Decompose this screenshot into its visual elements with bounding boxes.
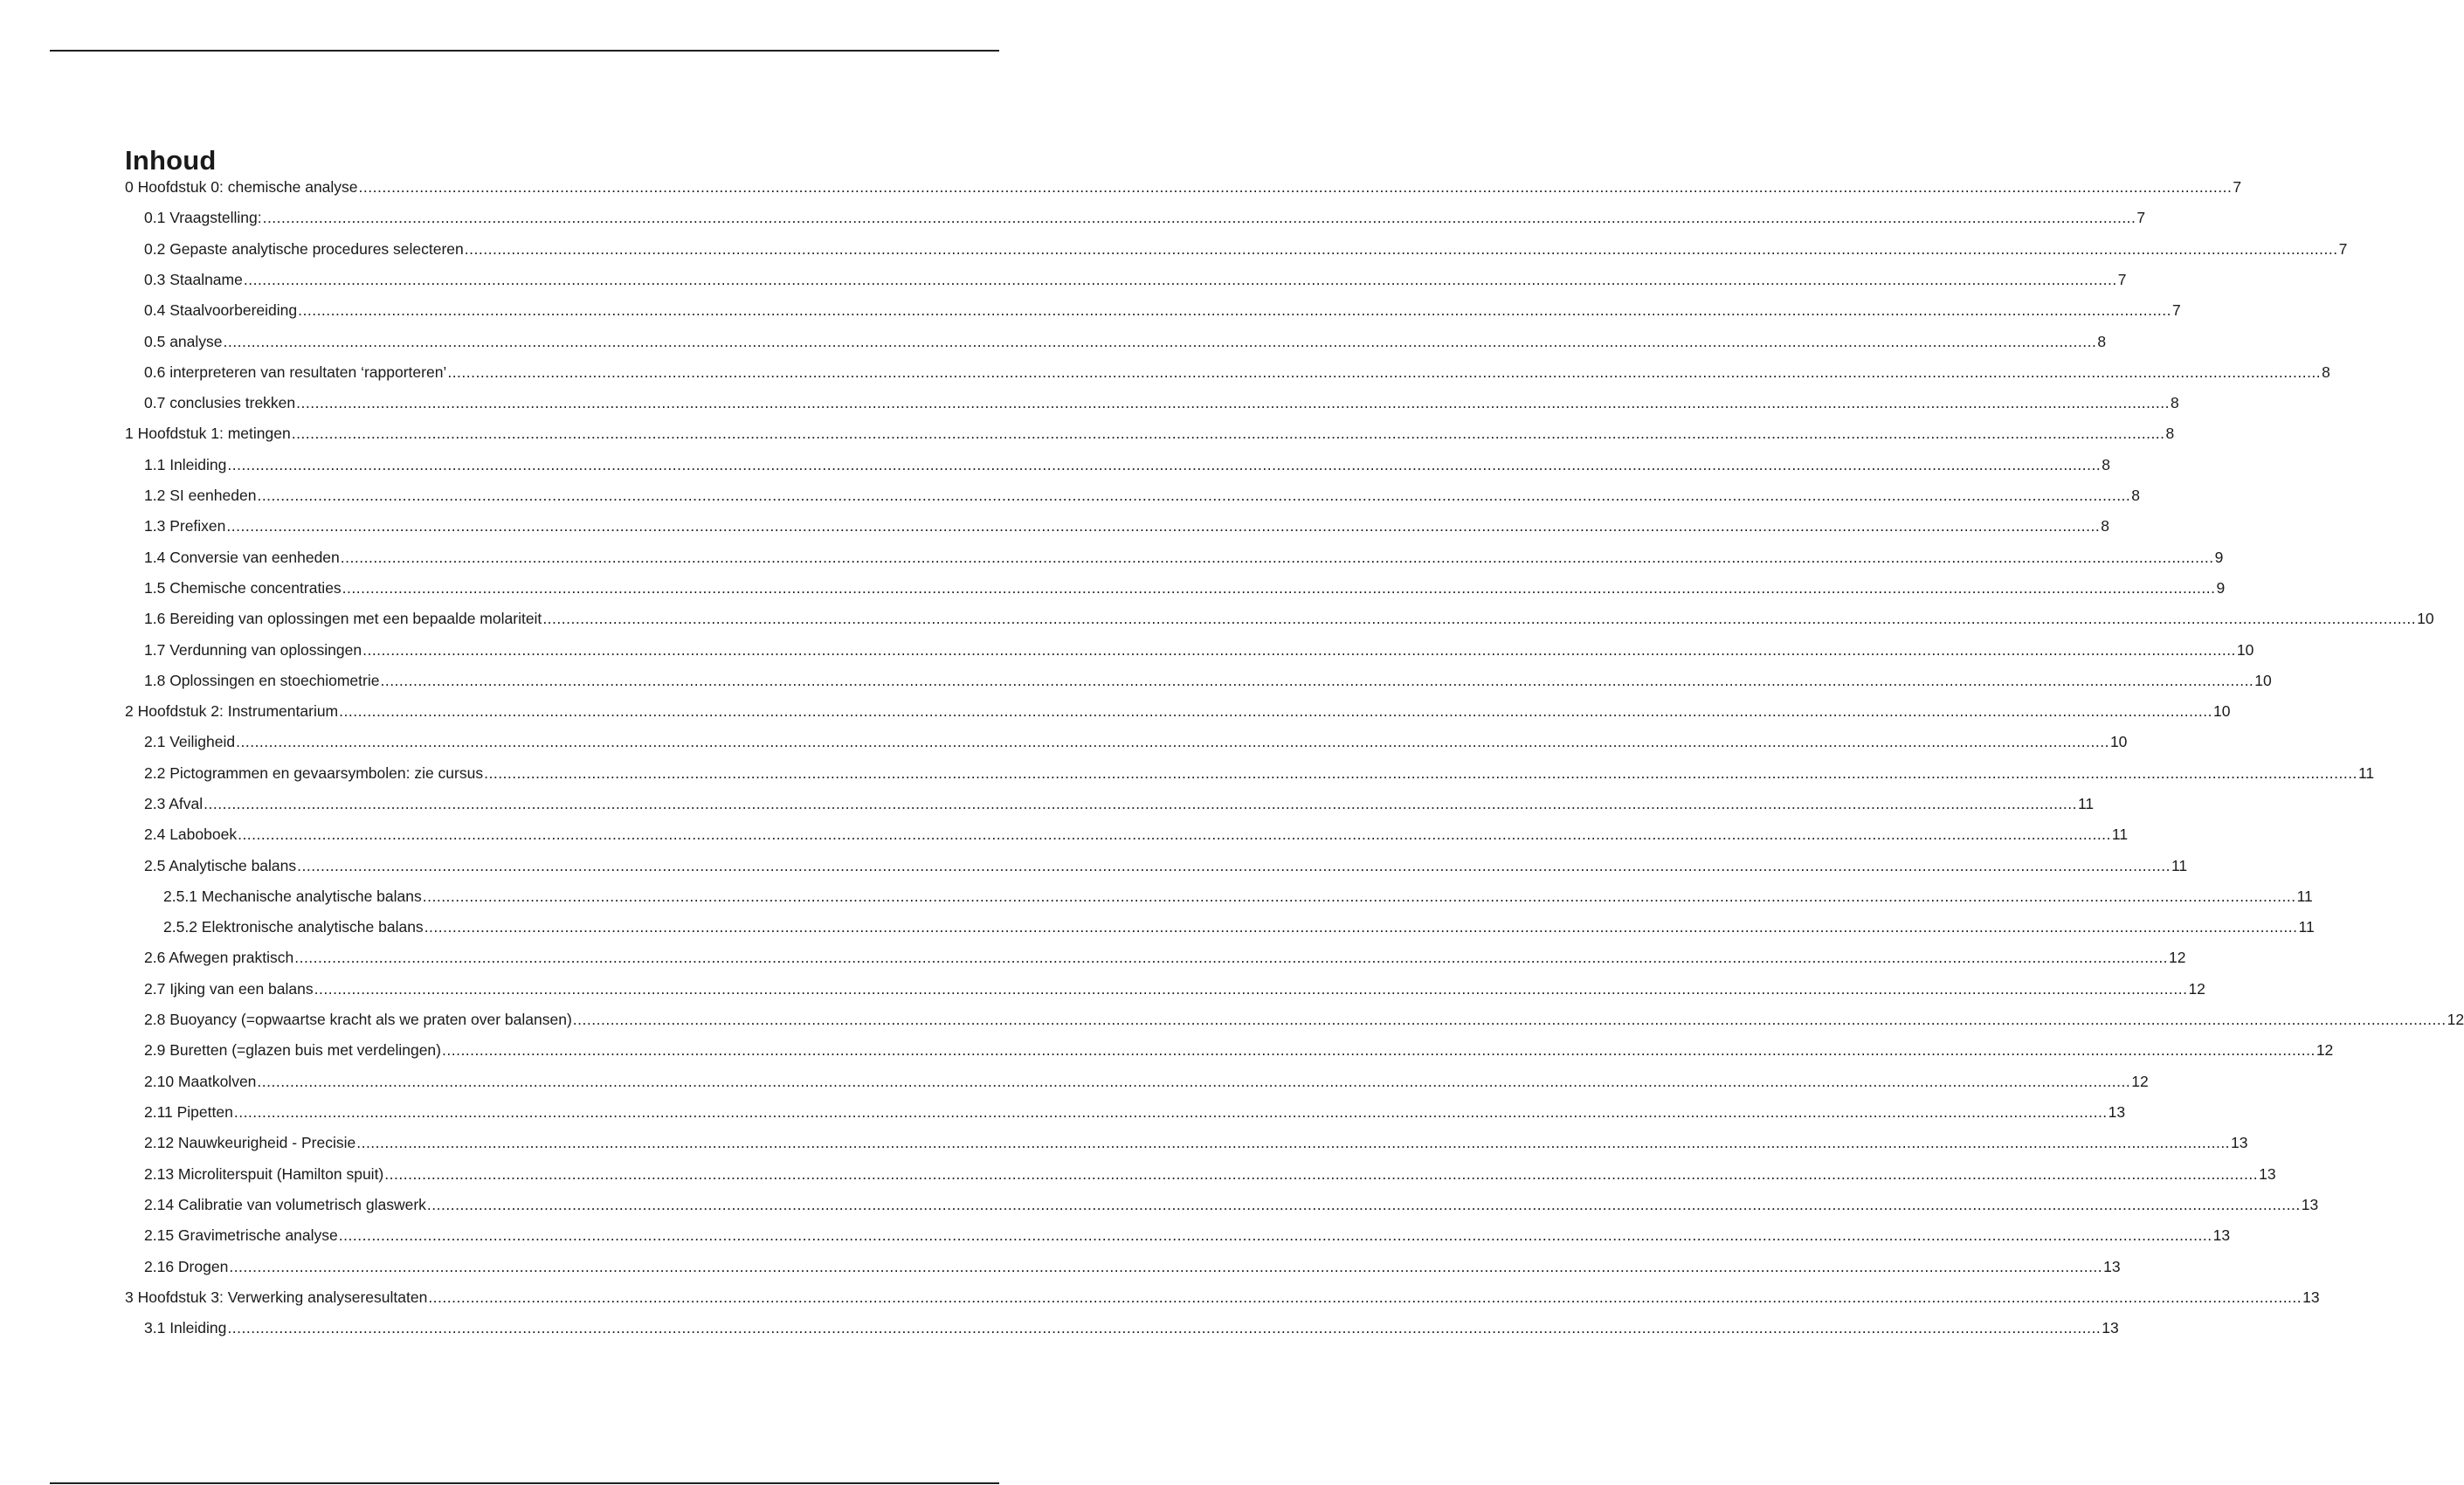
toc-entry[interactable] — [144, 1009, 2464, 1030]
toc-entry-label: 0.6 interpreteren van resultaten ‘rapporteren’ — [144, 363, 447, 381]
toc-entry-label: 1.5 Chemische concentraties — [144, 579, 342, 597]
toc-entry-label: 1.6 Bereiding van oplossingen met een bepaalde molariteit — [144, 610, 542, 627]
toc-entry-label: 2.7 Ijking van een balans — [144, 980, 314, 998]
toc-entry-label: 2.8 Buoyancy (=opwaartse kracht als we praten over balansen) — [144, 1011, 572, 1028]
toc-entry[interactable] — [144, 547, 2224, 568]
toc-entry[interactable] — [125, 423, 2175, 444]
toc-entry[interactable] — [144, 1164, 2276, 1185]
toc-dot-leader: ................................................................................................................................................................................................................................................................................................................................................................................................................ — [226, 517, 2101, 535]
toc-dot-leader: ................................................................................................................................................................................................................................................................................................................................................................................................................ — [296, 394, 2170, 411]
toc-entry-label: 2.10 Maatkolven — [144, 1073, 257, 1090]
toc-dot-leader: ................................................................................................................................................................................................................................................................................................................................................................................................................ — [339, 702, 2212, 720]
toc-entry-label: 2.14 Calibratie van volumetrisch glaswerk — [144, 1196, 426, 1213]
toc-entry-label: 2.16 Drogen — [144, 1258, 229, 1275]
toc-entry[interactable] — [144, 978, 2205, 999]
toc-dot-leader: ................................................................................................................................................................................................................................................................................................................................................................................................................ — [424, 918, 2298, 936]
toc-dot-leader: ................................................................................................................................................................................................................................................................................................................................................................................................................ — [294, 949, 2169, 966]
toc-entry-page: 11 — [2171, 857, 2188, 874]
toc-entry-page: 13 — [2103, 1258, 2121, 1275]
header-rule — [50, 50, 999, 52]
toc-entry-page: 7 — [2233, 178, 2242, 196]
toc-entry-label: 2.2 Pictogrammen en gevaarsymbolen: zie cursus — [144, 764, 484, 782]
toc-entry-page: 13 — [2108, 1103, 2126, 1121]
toc-entry-page: 8 — [2131, 487, 2141, 504]
toc-entry[interactable] — [144, 763, 2375, 784]
toc-dot-leader: ................................................................................................................................................................................................................................................................................................................................................................................................................ — [464, 240, 2338, 258]
toc-dot-leader: ................................................................................................................................................................................................................................................................................................................................................................................................................ — [442, 1041, 2316, 1059]
toc-dot-leader: ................................................................................................................................................................................................................................................................................................................................................................................................................ — [297, 857, 2171, 874]
toc-entry-page: 13 — [2259, 1165, 2276, 1183]
toc-entry[interactable] — [144, 855, 2188, 876]
toc-entry-label: 0.7 conclusies trekken — [144, 394, 296, 411]
toc-entry-label: 2.12 Nauwkeurigheid - Precisie — [144, 1134, 356, 1151]
toc-entry-label: 0.2 Gepaste analytische procedures selecteren — [144, 240, 464, 258]
toc-dot-leader: ................................................................................................................................................................................................................................................................................................................................................................................................................ — [223, 333, 2097, 350]
toc-dot-leader: ................................................................................................................................................................................................................................................................................................................................................................................................................ — [262, 209, 2136, 226]
toc-entry[interactable] — [125, 701, 2231, 722]
toc-entry-label: 0 Hoofdstuk 0: chemische analyse — [125, 178, 358, 196]
toc-entry-page: 10 — [2109, 733, 2128, 750]
toc-entry-page: 11 — [2296, 888, 2313, 905]
toc-dot-leader: ................................................................................................................................................................................................................................................................................................................................................................................................................ — [227, 1319, 2102, 1336]
toc-entry-page: 8 — [2101, 517, 2109, 535]
toc-entry-label: 2.1 Veiligheid — [144, 733, 236, 750]
toc-dot-leader: ................................................................................................................................................................................................................................................................................................................................................................................................................ — [236, 733, 2109, 750]
toc-entry[interactable] — [144, 670, 2272, 691]
toc-entry-page: 7 — [2136, 209, 2146, 226]
toc-entry-label: 1.4 Conversie van eenheden — [144, 549, 340, 566]
toc-entry[interactable] — [144, 392, 2179, 413]
toc-entry[interactable] — [144, 1194, 2319, 1215]
toc-dot-leader: ................................................................................................................................................................................................................................................................................................................................................................................................................ — [298, 301, 2171, 319]
toc-entry-page: 8 — [2102, 456, 2110, 473]
toc-entry-label: 2.9 Buretten (=glazen buis met verdelingen) — [144, 1041, 441, 1059]
toc-entry-label: 1.2 SI eenheden — [144, 487, 257, 504]
toc-entry-label: 1.1 Inleiding — [144, 456, 227, 473]
toc-entry-page: 13 — [2301, 1196, 2319, 1213]
toc-entry-page: 13 — [2102, 1319, 2119, 1336]
toc-entry[interactable] — [144, 269, 2127, 290]
toc-dot-leader: ................................................................................................................................................................................................................................................................................................................................................................................................................ — [238, 825, 2111, 843]
toc-entry-label: 2.13 Microliterspuit (Hamilton spuit) — [144, 1165, 384, 1183]
toc-entry-page: 10 — [2236, 641, 2254, 659]
toc-entry-label: 1.3 Prefixen — [144, 517, 226, 535]
toc-entry-label: 2.6 Afwegen praktisch — [144, 949, 294, 966]
toc-entry-page: 13 — [2231, 1134, 2248, 1151]
toc-entry-page: 8 — [2170, 394, 2179, 411]
toc-dot-leader: ................................................................................................................................................................................................................................................................................................................................................................................................................ — [484, 764, 2357, 782]
toc-entry-page: 11 — [2298, 918, 2315, 936]
toc-entry-page: 10 — [2254, 672, 2272, 689]
toc-entry[interactable] — [144, 331, 2107, 352]
toc-entry[interactable] — [144, 485, 2141, 506]
toc-entry-page: 10 — [2417, 610, 2434, 627]
toc-entry-page: 11 — [2111, 825, 2129, 843]
toc-entry-page: 8 — [2322, 363, 2330, 381]
toc-entry-page: 8 — [2165, 425, 2175, 442]
toc-entry-page: 9 — [2214, 549, 2224, 566]
toc-dot-leader: ................................................................................................................................................................................................................................................................................................................................................................................................................ — [428, 1288, 2302, 1306]
toc-dot-leader: ................................................................................................................................................................................................................................................................................................................................................................................................................ — [257, 1073, 2131, 1090]
toc-entry-page: 13 — [2212, 1226, 2231, 1244]
toc-entry[interactable] — [144, 577, 2226, 598]
toc-entry[interactable] — [144, 608, 2434, 629]
toc-entry-page: 9 — [2216, 579, 2226, 597]
toc-dot-leader: ................................................................................................................................................................................................................................................................................................................................................................................................................ — [257, 487, 2131, 504]
toc-entry-page: 12 — [2447, 1011, 2464, 1028]
toc-entry-label: 2.3 Afval — [144, 795, 204, 812]
toc-entry[interactable] — [144, 300, 2181, 321]
toc-entry-page: 8 — [2097, 333, 2107, 350]
toc-dot-leader: ................................................................................................................................................................................................................................................................................................................................................................................................................ — [342, 579, 2216, 597]
toc-dot-leader: ................................................................................................................................................................................................................................................................................................................................................................................................................ — [542, 610, 2417, 627]
toc-entry[interactable] — [144, 793, 2095, 814]
toc-entry-label: 2.4 Laboboek — [144, 825, 238, 843]
toc-entry[interactable] — [144, 1256, 2121, 1277]
toc-dot-leader: ................................................................................................................................................................................................................................................................................................................................................................................................................ — [358, 178, 2233, 196]
toc-entry-page: 13 — [2302, 1288, 2320, 1306]
toc-entry[interactable] — [144, 362, 2330, 383]
toc-entry-page: 12 — [2188, 980, 2205, 998]
toc-entry-label: 2.11 Pipetten — [144, 1103, 233, 1121]
toc-entry[interactable] — [144, 515, 2109, 536]
toc-entry-page: 11 — [2357, 764, 2375, 782]
toc-entry-label: 0.3 Staalname — [144, 271, 243, 288]
toc-entry[interactable] — [144, 1102, 2126, 1122]
toc-entry-label: 3.1 Inleiding — [144, 1319, 227, 1336]
toc-entry[interactable] — [125, 176, 2242, 197]
toc-entry[interactable] — [144, 731, 2128, 752]
toc-entry-label: 2.5.1 Mechanische analytische balans — [163, 888, 422, 905]
toc-entry-label: 2 Hoofdstuk 2: Instrumentarium — [125, 702, 339, 720]
toc-dot-leader: ................................................................................................................................................................................................................................................................................................................................................................................................................ — [356, 1134, 2231, 1151]
toc-dot-leader: ................................................................................................................................................................................................................................................................................................................................................................................................................ — [447, 363, 2322, 381]
toc-entry-label: 2.15 Gravimetrische analyse — [144, 1226, 338, 1244]
toc-dot-leader: ................................................................................................................................................................................................................................................................................................................................................................................................................ — [338, 1226, 2212, 1244]
toc-entry-label: 3 Hoofdstuk 3: Verwerking analyseresultaten — [125, 1288, 428, 1306]
toc-entry-page: 7 — [2171, 301, 2181, 319]
toc-entry-page: 7 — [2338, 240, 2348, 258]
toc-entry[interactable] — [144, 238, 2348, 259]
toc-entry[interactable] — [125, 1287, 2320, 1308]
toc-entry-label: 2.5.2 Elektronische analytische balans — [163, 918, 424, 936]
toc-dot-leader: ................................................................................................................................................................................................................................................................................................................................................................................................................ — [384, 1165, 2259, 1183]
toc-entry-label: 0.4 Staalvoorbereiding — [144, 301, 298, 319]
toc-dot-leader: ................................................................................................................................................................................................................................................................................................................................................................................................................ — [362, 641, 2236, 659]
toc-entry-page: 12 — [2131, 1073, 2149, 1090]
toc-entry[interactable] — [144, 824, 2129, 845]
toc-dot-leader: ................................................................................................................................................................................................................................................................................................................................................................................................................ — [204, 795, 2077, 812]
toc-dot-leader: ................................................................................................................................................................................................................................................................................................................................................................................................................ — [340, 549, 2214, 566]
toc-entry-label: 1 Hoofdstuk 1: metingen — [125, 425, 291, 442]
toc-dot-leader: ................................................................................................................................................................................................................................................................................................................................................................................................................ — [229, 1258, 2103, 1275]
toc-entry-label: 0.1 Vraagstelling: — [144, 209, 262, 226]
toc-dot-leader: ................................................................................................................................................................................................................................................................................................................................................................................................................ — [572, 1011, 2447, 1028]
toc-entry[interactable] — [144, 947, 2186, 968]
toc-entry[interactable] — [144, 1071, 2149, 1092]
toc-entry-page: 10 — [2212, 702, 2231, 720]
toc-dot-leader: ................................................................................................................................................................................................................................................................................................................................................................................................................ — [233, 1103, 2108, 1121]
toc-entry[interactable] — [144, 1132, 2248, 1153]
toc-entry[interactable] — [144, 639, 2254, 660]
toc-dot-leader: ................................................................................................................................................................................................................................................................................................................................................................................................................ — [227, 456, 2102, 473]
toc-dot-leader: ................................................................................................................................................................................................................................................................................................................................................................................................................ — [291, 425, 2165, 442]
toc-dot-leader: ................................................................................................................................................................................................................................................................................................................................................................................................................ — [422, 888, 2296, 905]
toc-entry[interactable] — [163, 916, 2315, 937]
toc-dot-leader: ................................................................................................................................................................................................................................................................................................................................................................................................................ — [243, 271, 2117, 288]
toc-entry[interactable] — [144, 454, 2110, 475]
toc-entry[interactable] — [144, 1225, 2231, 1246]
toc-entry-label: 1.7 Verdunning van oplossingen — [144, 641, 362, 659]
toc-dot-leader: ................................................................................................................................................................................................................................................................................................................................................................................................................ — [380, 672, 2254, 689]
toc-entry-page: 11 — [2077, 795, 2095, 812]
toc-entry[interactable] — [163, 886, 2313, 907]
toc-dot-leader: ................................................................................................................................................................................................................................................................................................................................................................................................................ — [426, 1196, 2301, 1213]
toc-entry-label: 1.8 Oplossingen en stoechiometrie — [144, 672, 380, 689]
toc-entry-label: 2.5 Analytische balans — [144, 857, 297, 874]
toc-title: Inhoud — [125, 145, 217, 176]
toc-entry-page: 12 — [2169, 949, 2186, 966]
toc-entry[interactable] — [144, 1317, 2119, 1338]
toc-entry[interactable] — [144, 207, 2146, 228]
toc-entry-page: 12 — [2316, 1041, 2334, 1059]
toc-dot-leader: ................................................................................................................................................................................................................................................................................................................................................................................................................ — [314, 980, 2188, 998]
footer-rule — [50, 1482, 999, 1484]
toc-entry[interactable] — [144, 1040, 2334, 1060]
toc-entry-page: 7 — [2117, 271, 2127, 288]
toc-entry-label: 0.5 analyse — [144, 333, 223, 350]
